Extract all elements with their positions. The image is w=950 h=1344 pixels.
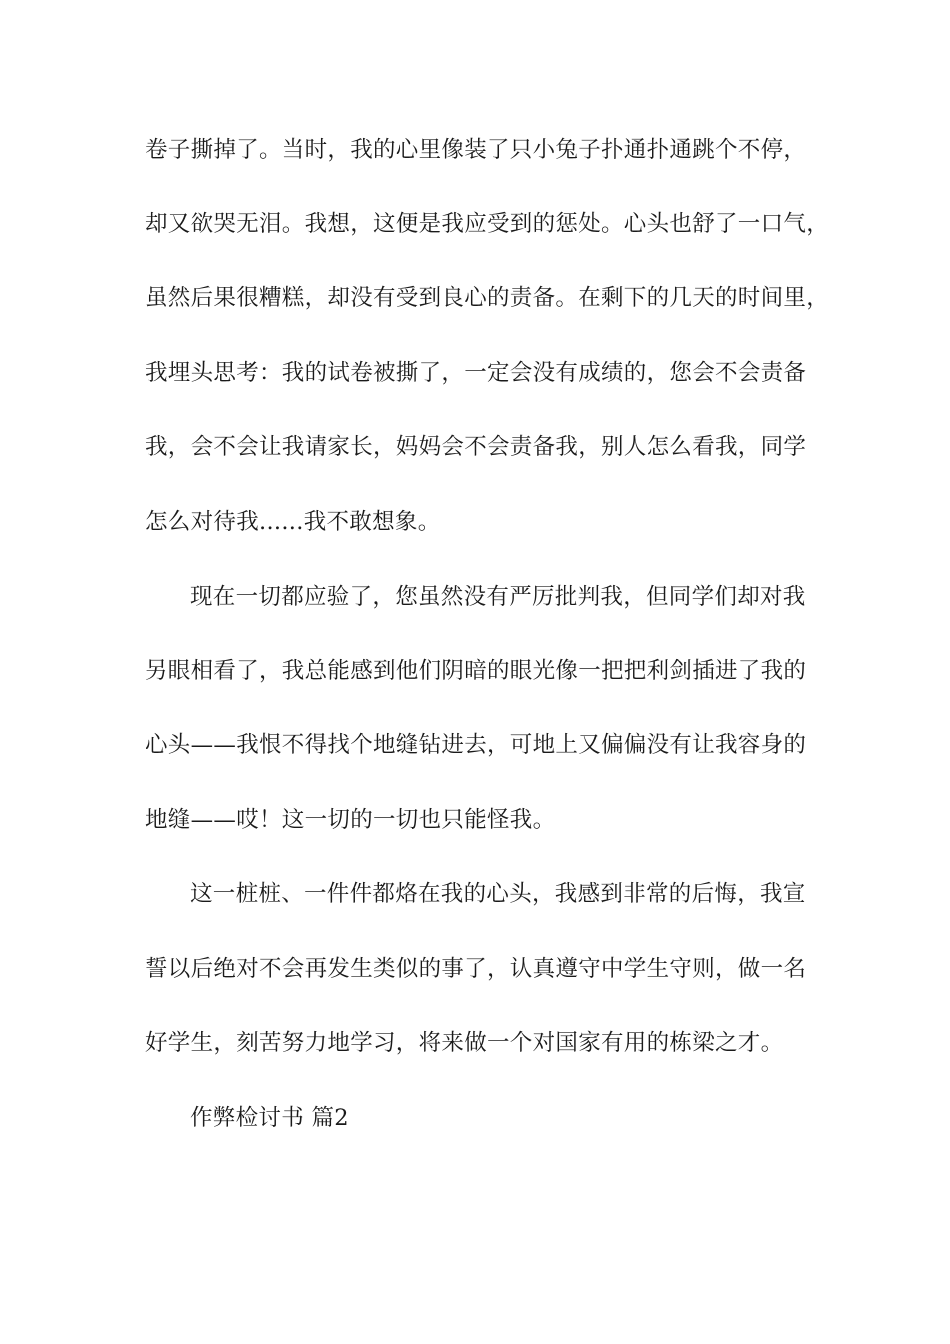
paragraph-line: 好学生，刻苦努力地学习，将来做一个对国家有用的栋梁之才。: [145, 1030, 784, 1056]
paragraph-line: 怎么对待我......我不敢想象。: [145, 509, 441, 535]
paragraph-line: 我埋头思考：我的试卷被撕了，一定会没有成绩的，您会不会责备: [145, 360, 807, 386]
paragraph-line: 现在一切都应验了，您虽然没有严厉批判我，但同学们却对我: [190, 584, 806, 610]
paragraph-line: 誓以后绝对不会再发生类似的事了，认真遵守中学生守则，做一名: [145, 956, 807, 982]
paragraph-line: 虽然后果很糟糕，却没有受到良心的责备。在剩下的几天的时间里，: [145, 285, 830, 311]
paragraph-line: 地缝——哎！这一切的一切也只能怪我。: [145, 807, 556, 833]
paragraph-line: 心头——我恨不得找个地缝钻进去，可地上又偏偏没有让我容身的: [145, 732, 807, 758]
paragraph-line: 却又欲哭无泪。我想，这便是我应受到的惩处。心头也舒了一口气，: [145, 211, 830, 237]
paragraph-line: 这一桩桩、一件件都烙在我的心头，我感到非常的后悔，我宣: [190, 881, 806, 907]
paragraph-line: 另眼相看了，我总能感到他们阴暗的眼光像一把把利剑插进了我的: [145, 658, 807, 684]
paragraph-line: 卷子撕掉了。当时，我的心里像装了只小兔子扑通扑通跳个不停，: [145, 137, 807, 163]
section-heading: 作弊检讨书 篇2: [190, 1105, 349, 1131]
paragraph-line: 我，会不会让我请家长，妈妈会不会责备我，别人怎么看我，同学: [145, 434, 807, 460]
